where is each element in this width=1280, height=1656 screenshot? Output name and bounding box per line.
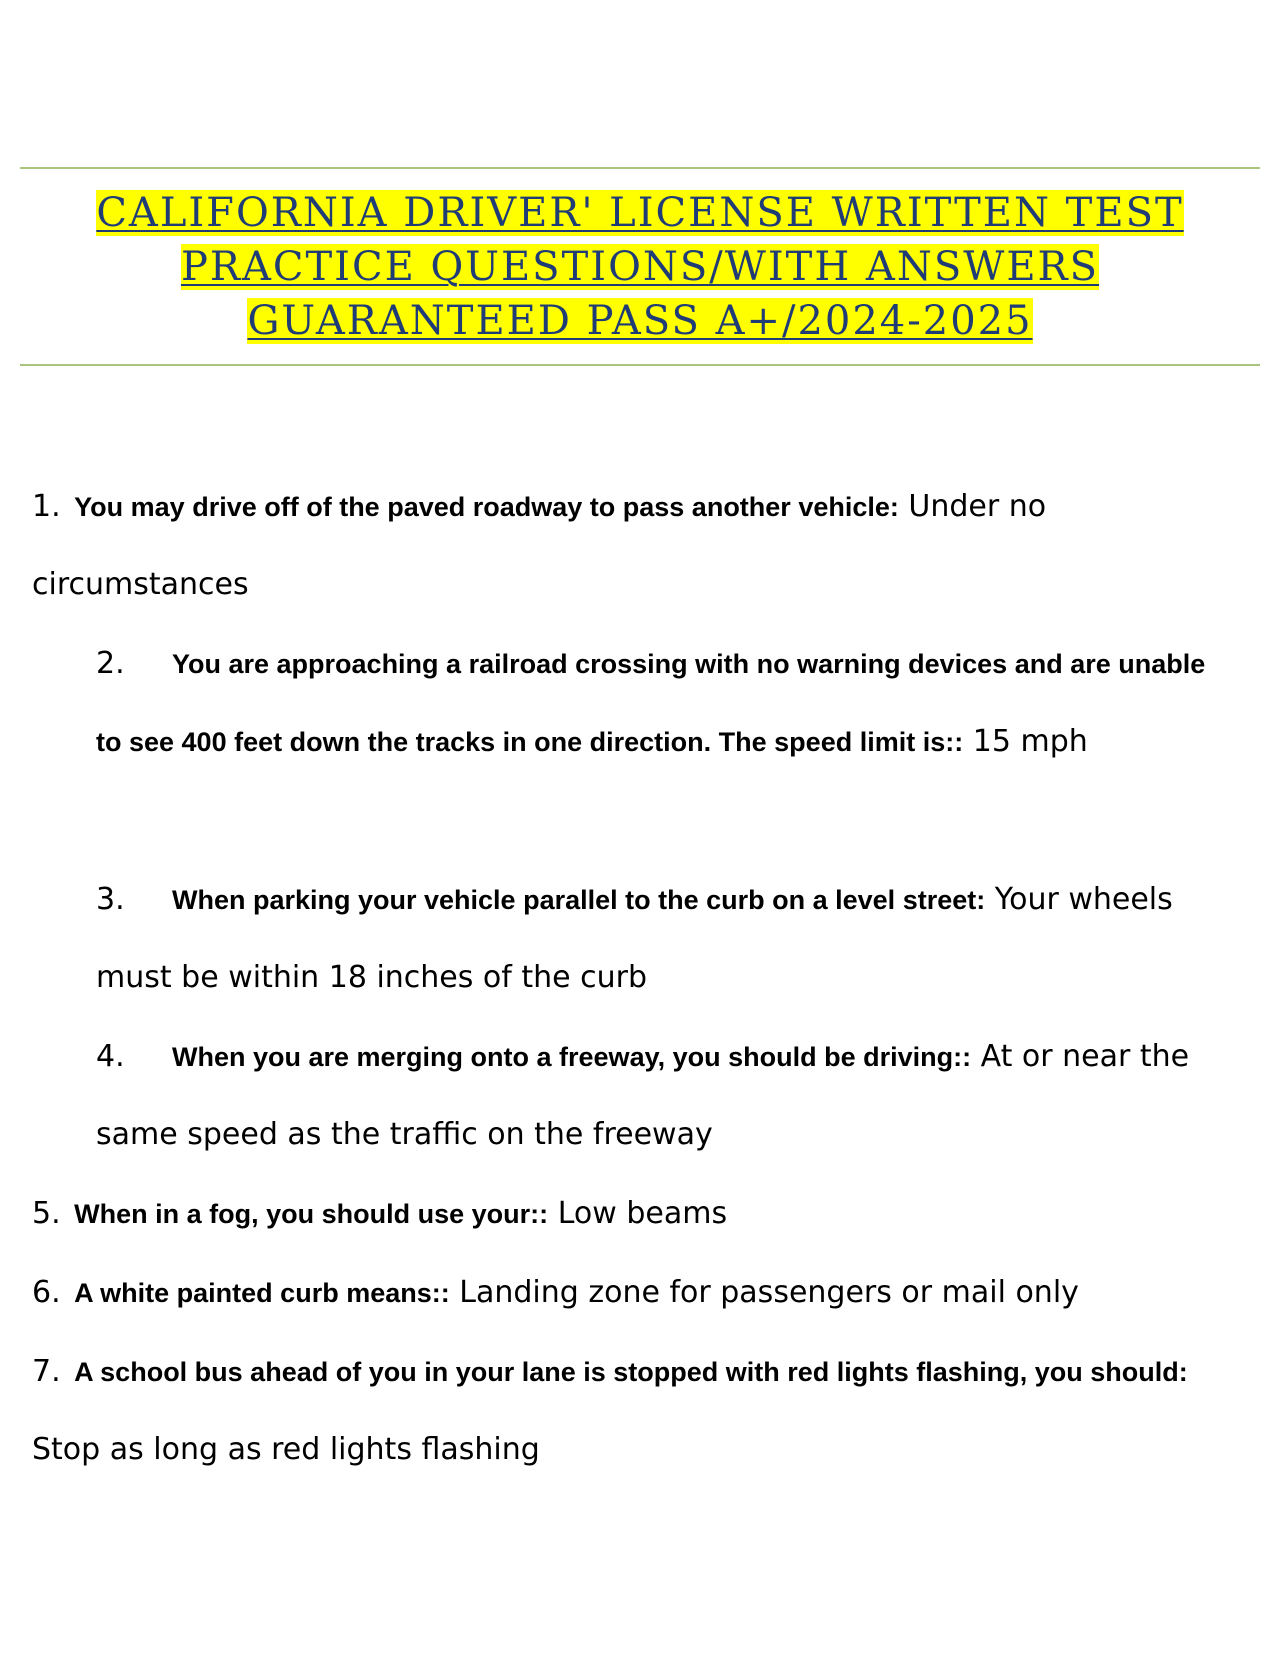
question-text: You are approaching a railroad crossing with no warning devices and are unable to see 400 feet down the tracks in one direction. The speed limit is:: bbox=[96, 649, 1206, 757]
question-text: When parking your vehicle parallel to the curb on a level street: bbox=[172, 885, 986, 915]
question-text: A white painted curb means:: bbox=[74, 1278, 450, 1308]
answer-text: Under no circumstances bbox=[32, 489, 1047, 602]
question-text: You may drive off of the paved roadway to pass another vehicle: bbox=[74, 492, 899, 522]
answer-text: Landing zone for passengers or mail only bbox=[459, 1275, 1079, 1310]
question-number: 5. bbox=[32, 1196, 61, 1231]
question-text: When in a fog, you should use your:: bbox=[74, 1199, 549, 1229]
question-number: 3. bbox=[96, 882, 125, 917]
question-number: 1. bbox=[32, 489, 61, 524]
document-title-text: CALIFORNIA DRIVER' LICENSE WRITTEN TEST PRACTICE QUESTIONS/WITH ANSWERS GUARANTEED PASS A+/2024-2025 bbox=[96, 190, 1184, 344]
title-bottom-rule bbox=[20, 364, 1260, 366]
question-number: 6. bbox=[32, 1275, 61, 1310]
question-item-2 bbox=[96, 625, 1216, 781]
answer-text: At or near the same speed as the traffic on the freeway bbox=[96, 1039, 1190, 1152]
document-title bbox=[20, 186, 1260, 348]
answer-text: 15 mph bbox=[972, 724, 1088, 759]
question-item-7 bbox=[32, 1333, 1212, 1489]
answer-text: Your wheels must be within 18 inches of the curb bbox=[96, 882, 1173, 995]
question-text: When you are merging onto a freeway, you should be driving:: bbox=[172, 1042, 972, 1072]
question-number: 4. bbox=[96, 1039, 125, 1074]
question-number: 2. bbox=[96, 646, 125, 681]
question-item-3 bbox=[96, 861, 1216, 1017]
answer-text: Low beams bbox=[557, 1196, 728, 1231]
question-item-5 bbox=[32, 1175, 1212, 1253]
question-item-6 bbox=[32, 1254, 1212, 1332]
answer-text: Stop as long as red lights flashing bbox=[32, 1432, 540, 1467]
question-number: 7. bbox=[32, 1354, 61, 1389]
title-top-rule bbox=[20, 167, 1260, 169]
question-text: A school bus ahead of you in your lane is stopped with red lights flashing, you should: bbox=[74, 1357, 1188, 1387]
question-item-1 bbox=[32, 468, 1212, 624]
question-item-4 bbox=[96, 1018, 1216, 1174]
